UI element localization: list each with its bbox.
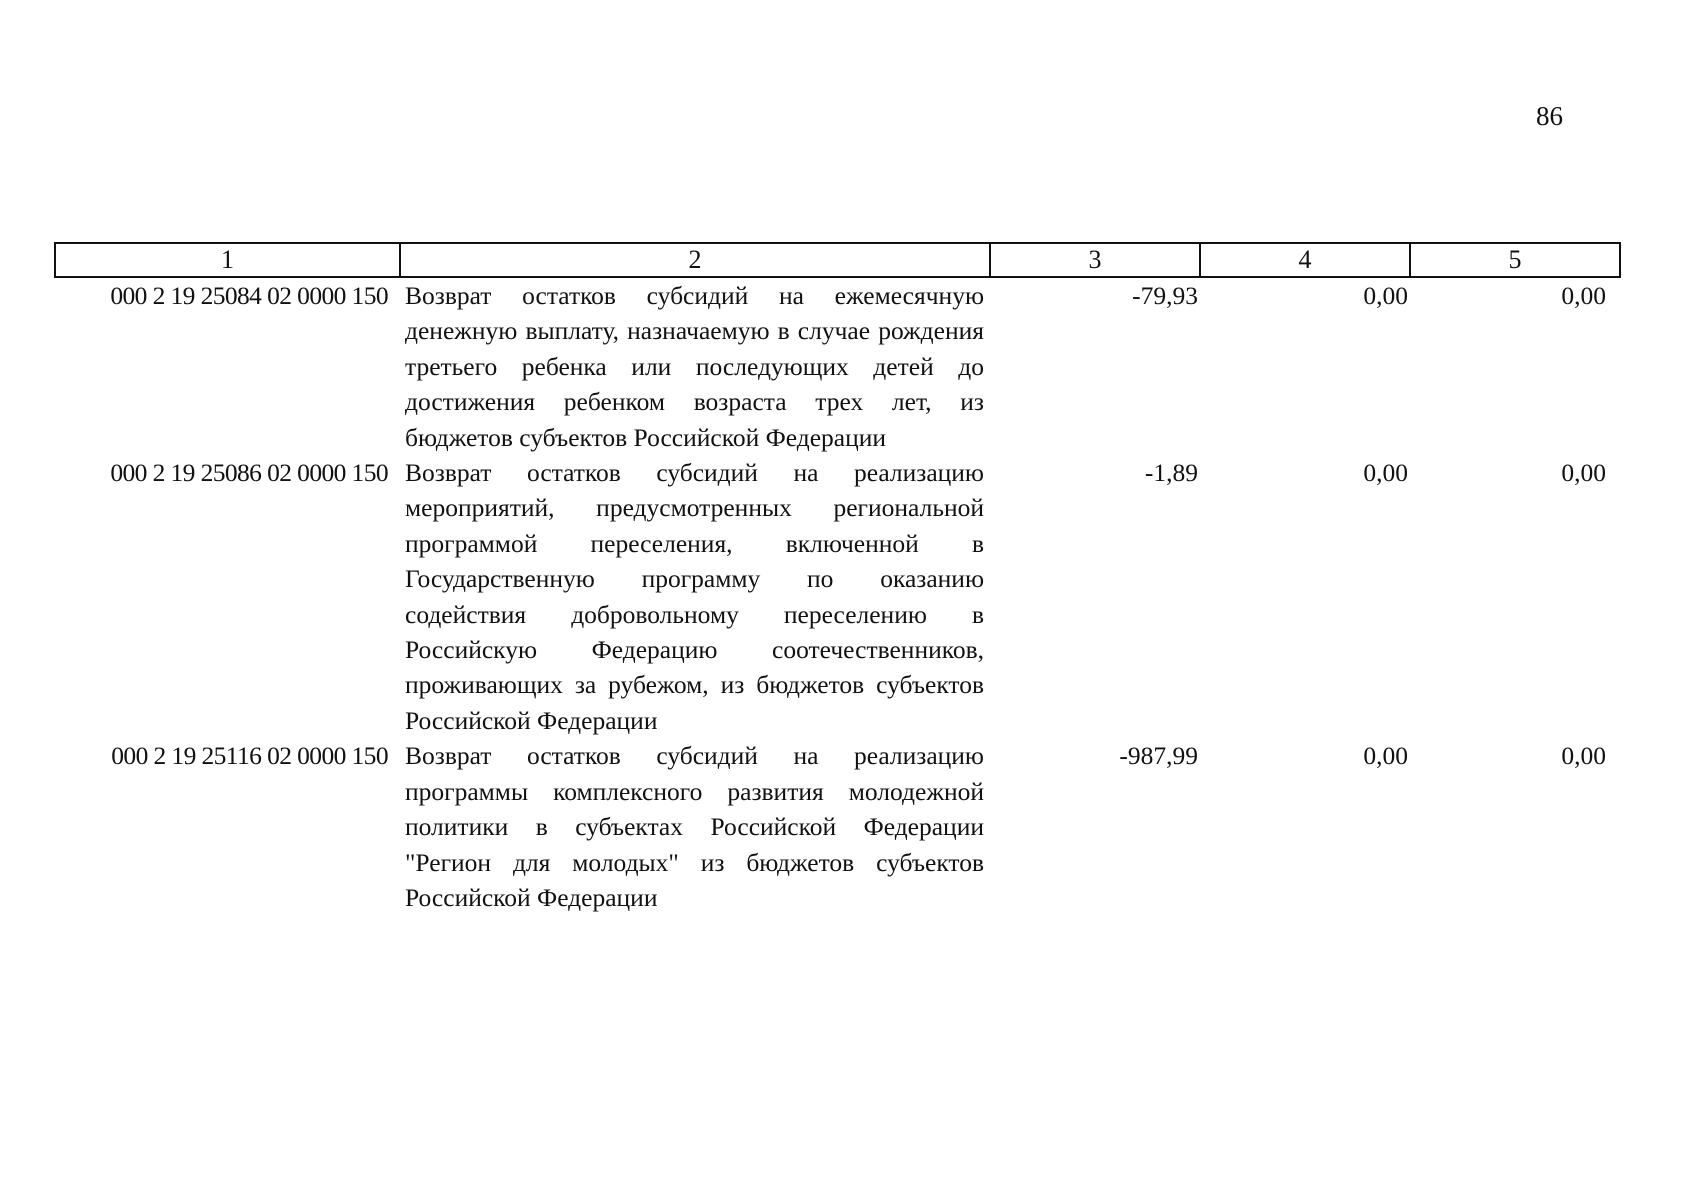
budget-description: Возврат остатков субсидий на ежемесячную денежную выплату, назначаемую в случае рождения третьего ребенка или последующих детей до достижения ребенком возраста трех лет, из бюджетов субъектов Российской Федерации [405, 281, 984, 452]
table-row [55, 738, 1620, 915]
amount-col4: 0,00 [1363, 281, 1408, 310]
amount-col3: -987,99 [1119, 741, 1198, 771]
table-header [55, 243, 1620, 277]
header-cell-1: 1 [55, 243, 400, 277]
table-row [55, 277, 1620, 455]
table-row [55, 455, 1620, 738]
header-cell-4: 4 [1200, 243, 1410, 277]
budget-table [54, 242, 1621, 915]
header-cell-5: 5 [1410, 243, 1620, 277]
table-body [55, 277, 1620, 915]
budget-description: Возврат остатков субсидий на реализацию программы комплексного развития молодежной политики в субъектах Российской Федерации "Регион для молодых" из бюджетов субъектов Российской Федерации [405, 741, 984, 912]
header-cell-2: 2 [400, 243, 990, 277]
budget-code: 000 2 19 25116 02 0000 150 [111, 741, 388, 771]
budget-code: 000 2 19 25084 02 0000 150 [110, 281, 388, 310]
amount-col5: 0,00 [1561, 281, 1606, 310]
amount-col5: 0,00 [1561, 741, 1606, 771]
header-row [55, 243, 1620, 277]
amount-col4: 0,00 [1363, 741, 1408, 771]
page-number: 86 [1536, 101, 1563, 131]
budget-description: Возврат остатков субсидий на реализацию мероприятий, предусмотренных региональной программой переселения, включенной в Государственную программу по оказанию содействия добровольному переселению в Российскую Федерацию соотечественников, проживающих за рубежом, из бюджетов субъектов Российской Федерации [405, 458, 984, 735]
amount-col3: -79,93 [1132, 281, 1198, 310]
header-cell-3: 3 [990, 243, 1200, 277]
amount-col3: -1,89 [1144, 458, 1198, 488]
amount-col5: 0,00 [1561, 458, 1606, 488]
budget-code: 000 2 19 25086 02 0000 150 [110, 458, 388, 488]
amount-col4: 0,00 [1363, 458, 1408, 488]
